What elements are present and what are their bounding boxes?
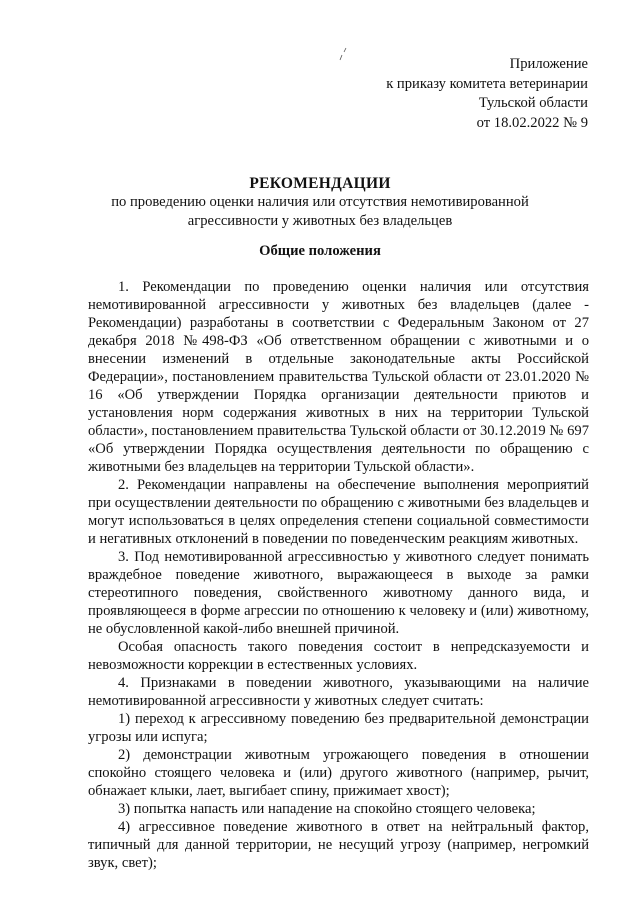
appendix-header [386, 55, 588, 133]
document-title: РЕКОМЕНДАЦИИ [249, 175, 391, 192]
paragraph-1: 1. Рекомендации по проведению оценки наличия или отсутствия немотивированной агрессивности у животных без владельцев (далее - Рекомендации) разработаны в соответствии с Федеральным Законом от 27 декабря 2018 №498-ФЗ «Об ответственном обращении с животными и о внесении изменений в отдельные законодательные акты Российской Федерации», постановлением правительства Тульской области от 23.01.2020 № 16 «Об утверждении Порядка организации деятельности приютов и установления норм содержания животных в них на территории Тульской области», постановлением правительства Тульской области от 30.12.2019 № 697 «Об утверждении Порядка осуществления деятельности по обращению с животными без владельцев на территории Тульской области». [88, 279, 589, 475]
paragraph-4: 4. Признаками в поведении животного, указывающими на наличие немотивированной агрессивности у животных следует считать: [88, 675, 589, 709]
list-item-2: 2) демонстрации животным угрожающего поведения в отношении спокойно стоящего человека и (или) другого животного (например, рычит, обнажает клыки, лает, выгибает спину, прижимает хвост); [88, 747, 589, 799]
region-name: Тульской области [478, 95, 588, 111]
list-item-1: 1) переход к агрессивному поведению без предварительной демонстрации угрозы или испуга; [88, 711, 589, 745]
paragraph-3: 3. Под немотивированной агрессивностью у животного следует понимать враждебное поведение животного, выражающееся в выходе за рамки стереотипного поведения, свойственного животному данного вида, и проявляющееся в форме агрессии по отношению к человеку и (или) животному, не обусловленной какой-либо внешней причиной. [88, 549, 589, 637]
pen-mark [338, 47, 348, 61]
order-reference: к приказу комитета ветеринарии [386, 75, 588, 92]
document-body [88, 278, 589, 872]
order-date-number: от 18.02.2022 № 9 [476, 114, 588, 131]
paragraph-2: 2. Рекомендации направлены на обеспечение выполнения мероприятий при осуществлении деятельности по обращению с животными без владельцев и могут использоваться в целях определения степени социальной совместимости и негативных отклонений в поведении по поведенческим реакциям животных. [88, 477, 589, 547]
section-heading: Общие положения [259, 243, 381, 259]
appendix-label: Приложение [509, 56, 588, 72]
document-subtitle: по проведению оценки наличия или отсутствия немотивированной агрессивности у животных без владельцев [111, 194, 529, 229]
paragraph-3-note: Особая опасность такого поведения состоит в непредсказуемости и невозможности коррекции в естественных условиях. [88, 639, 589, 673]
list-item-4: 4) агрессивное поведение животного в ответ на нейтральный фактор, типичный для данной территории, не несущий угрозу (например, негромкий звук, свет); [88, 819, 589, 871]
list-item-3: 3) попытка напасть или нападение на спокойно стоящего человека; [118, 801, 536, 817]
